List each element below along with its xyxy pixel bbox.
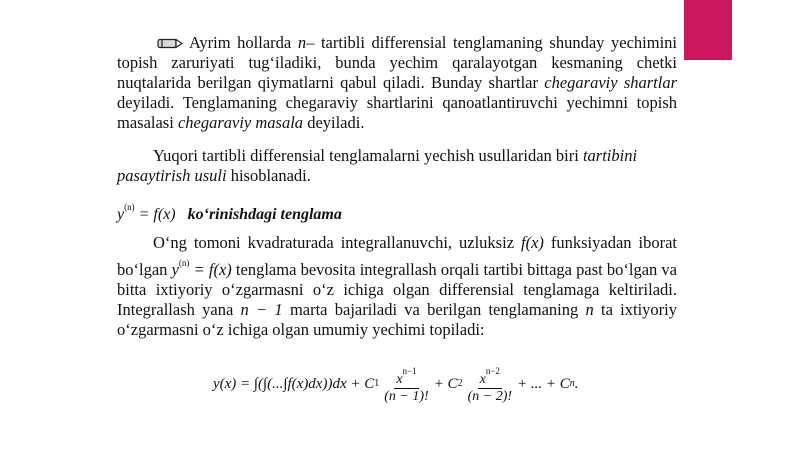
n-minus-one: n − 1 xyxy=(240,300,283,319)
heading-text: ko‘rinishdagi tenglama xyxy=(187,206,342,223)
frac2-numerator: x xyxy=(479,372,486,387)
text: funksiyadan iborat bo‘lgan xyxy=(117,233,677,279)
term-order-reduction: tartibini pasaytirish usuli xyxy=(117,146,638,185)
text: deyiladi. Tenglamaning chegaraviy shartlarini qanoatlantiruvchi yechimni topish masalasi xyxy=(117,93,677,132)
text: marta bajariladi va berilgan tenglamaning xyxy=(282,300,586,319)
frac1-denominator: (n − 1)! xyxy=(384,389,429,404)
equation-rhs: = f(x) xyxy=(134,206,176,223)
function-fx: f(x) xyxy=(521,233,544,252)
text: tenglama bevosita integrallash orqali tartibi bittaga past bo‘lgan va bitta ixtiyoriy o‘zgarmasni o‘z ichiga olgan differensial tenglamaga keltiriladi. Integrallash yana xyxy=(117,260,678,319)
fraction-1 xyxy=(382,363,430,405)
equation-y: y xyxy=(171,260,179,279)
accent-bar xyxy=(684,0,732,60)
paragraph-intro xyxy=(117,33,677,133)
term-boundary-problem: chegaraviy masala xyxy=(177,113,304,132)
term-boundary-conditions: chegaraviy shartlar xyxy=(544,73,677,92)
equation-y: y xyxy=(117,206,125,223)
text: Ayrim hollarda xyxy=(189,33,298,52)
c1-subscript: 1 xyxy=(374,378,380,389)
frac2-denominator: (n − 2)! xyxy=(467,389,513,404)
cn-subscript: n xyxy=(569,378,575,389)
text: Yuqori tartibli differensial tenglamalarni yechish usullaridan biri xyxy=(153,146,583,165)
pencil-bullet-icon xyxy=(157,38,183,49)
var-n: n xyxy=(585,300,594,319)
fraction-2 xyxy=(466,363,514,405)
formula-lhs: y(x) = ∫(∫(...∫f(x)dx))dx + C xyxy=(213,376,375,392)
formula-end: . xyxy=(574,376,579,392)
paragraph-method xyxy=(117,146,677,186)
section-heading xyxy=(117,197,677,225)
text: deyiladi. xyxy=(303,113,365,132)
frac2-exponent: n−2 xyxy=(485,366,500,376)
text: ta ixtiyoriy o‘zgarmasni o‘z ichiga olgan umumiy yechimi topiladi: xyxy=(117,300,677,339)
equation-order-superscript: (n) xyxy=(178,258,190,268)
text: hisoblanadi. xyxy=(226,166,311,185)
text: O‘ng tomoni kvadraturada integrallanuvchi, uzluksiz xyxy=(153,233,521,252)
c2-subscript: 2 xyxy=(457,378,463,389)
equation-rhs: = f(x) xyxy=(189,260,232,279)
general-solution-formula xyxy=(213,363,579,405)
formula-tail: + ... + C xyxy=(517,376,570,392)
equation-order-superscript: (n) xyxy=(124,202,135,212)
frac1-exponent: n−1 xyxy=(402,366,417,376)
text: – tartibli differensial tenglamaning shunday yechimini topish zaruriyati tug‘iladiki, bunda yechim qaralayotgan kesmaning chetki nuqtalarida berilgan qiymatlarni qabul qiladi. Bunday shartlar xyxy=(117,33,677,92)
paragraph-integration xyxy=(117,233,677,340)
var-n: n xyxy=(297,33,307,52)
frac1-numerator: x xyxy=(396,372,403,387)
formula-plus-c2: + C xyxy=(433,376,458,392)
